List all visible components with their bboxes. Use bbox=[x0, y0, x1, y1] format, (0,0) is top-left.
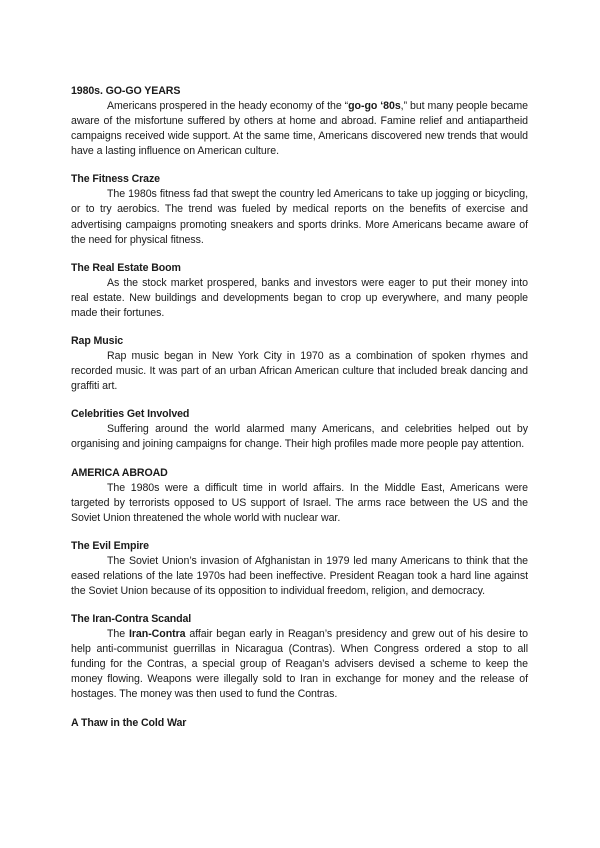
section-paragraph: The Iran-Contra affair began early in Reagan’s presidency and grew out of his desire to help anti-communist guerrillas in Nicaragua (Contras). When Congress ordered a stop to all funding for the Contras, a special group of Reagan’s advisers devised a scheme to keep the money flowing. Weapons were illegally sold to Iran in exchange for money and the release of hostages. The money was then used to fund the Contras. bbox=[71, 628, 528, 701]
section-paragraph: Rap music began in New York City in 1970 as a combination of spoken rhymes and recorded music. It was part of an urban African American culture that included break dancing and graffiti art. bbox=[71, 350, 528, 393]
section-paragraph: As the stock market prospered, banks and investors were eager to put their money into real estate. New buildings and developments began to crop up everywhere, and many people made their fortunes. bbox=[71, 276, 528, 319]
section-heading: A Thaw in the Cold War bbox=[71, 716, 187, 729]
section-evil-empire bbox=[71, 539, 528, 599]
section-heading: The Real Estate Boom bbox=[71, 261, 181, 274]
section-real-estate-boom bbox=[71, 261, 528, 321]
bold-term: Iran-Contra bbox=[128, 628, 186, 641]
section-fitness-craze bbox=[71, 172, 528, 247]
section-paragraph: Suffering around the world alarmed many Americans, and celebrities helped out by organising and joining campaigns for change. Their high profiles made more people pay attention. bbox=[71, 423, 528, 451]
section-go-go-years bbox=[71, 84, 528, 159]
document-page bbox=[71, 84, 528, 744]
section-america-abroad bbox=[71, 466, 528, 526]
section-heading: 1980s. GO-GO YEARS bbox=[71, 85, 181, 97]
section-paragraph: The Soviet Union’s invasion of Afghanistan in 1979 led many Americans to think that the eased relations of the late 1970s had been ineffective. President Reagan took a hard line against the Soviet Union because of its opposition to individual freedom, religion, and democracy. bbox=[71, 554, 528, 597]
section-heading: Celebrities Get Involved bbox=[71, 408, 190, 421]
section-heading: The Fitness Craze bbox=[71, 173, 160, 186]
section-paragraph: The 1980s fitness fad that swept the country led Americans to take up jogging or bicycling, or to try aerobics. The trend was fueled by medical reports on the benefits of exercise and advertising campaigns promoting sneakers and sports drinks. More Americans became aware of the need for physical fitness. bbox=[71, 188, 528, 246]
section-thaw-cold-war bbox=[71, 716, 528, 731]
section-heading: The Iran-Contra Scandal bbox=[71, 613, 192, 626]
section-celebrities bbox=[71, 407, 528, 452]
bold-term: go-go ‘80s bbox=[348, 100, 401, 112]
section-paragraph: The 1980s were a difficult time in world affairs. In the Middle East, Americans were targeted by terrorists opposed to US support of Israel. The arms race between the US and the Soviet Union threatened the whole world with nuclear war. bbox=[71, 481, 528, 524]
section-heading: The Evil Empire bbox=[71, 539, 149, 552]
section-iran-contra bbox=[71, 612, 528, 702]
section-heading: AMERICA ABROAD bbox=[71, 466, 168, 479]
section-paragraph: Americans prospered in the heady economy of the “go-go ‘80s,” but many people became aware of the misfortune suffered by others at home and abroad. Famine relief and antiapartheid campaigns received wide support. At the same time, Americans discovered new trends that would have a lasting influence on American culture. bbox=[71, 100, 528, 158]
section-heading: Rap Music bbox=[71, 335, 124, 348]
section-rap-music bbox=[71, 334, 528, 394]
